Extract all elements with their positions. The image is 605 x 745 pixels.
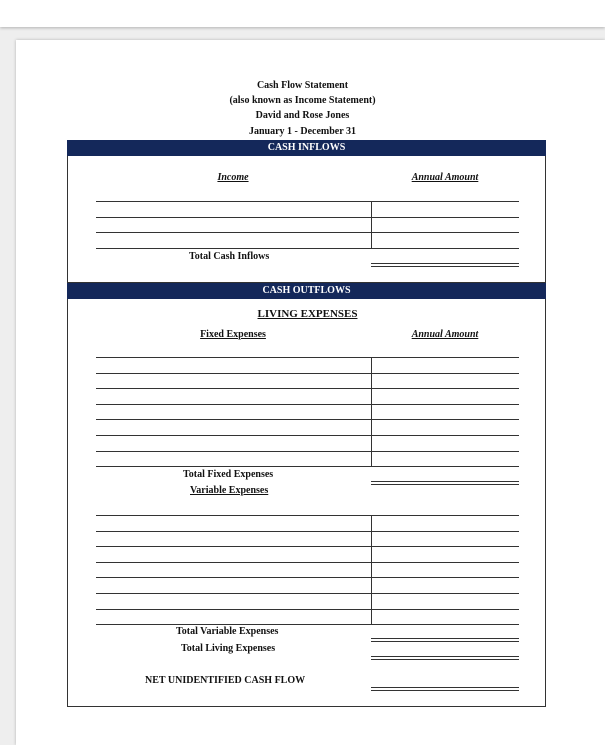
total-fixed-expenses-label: Total Fixed Expenses <box>183 469 274 480</box>
variable-expense-row-line <box>96 546 519 547</box>
variable-expense-row-line <box>96 562 519 563</box>
variable-expense-row-line <box>96 593 519 594</box>
total-variable-expenses-amount <box>371 638 519 642</box>
fixed-expense-row-line <box>96 373 519 374</box>
fixed-expense-row-column-divider <box>371 357 372 466</box>
total-fixed-expenses-amount <box>371 481 519 485</box>
variable-expense-row-line <box>96 515 519 516</box>
fixed-expenses-heading: Fixed Expenses <box>200 329 266 340</box>
fixed-expense-row-line <box>96 388 519 389</box>
variable-expense-row-line <box>96 531 519 532</box>
net-cash-flow-amount <box>371 687 519 691</box>
statement-subtitle: (also known as Income Statement) <box>229 95 376 106</box>
income-row-column-divider <box>371 201 372 248</box>
variable-expense-row-line <box>96 577 519 578</box>
net-cash-flow-label: NET UNIDENTIFIED CASH FLOW <box>145 675 306 686</box>
inflows-annual-amount-header: Annual Amount <box>411 172 479 183</box>
fixed-expense-row-line <box>96 466 519 467</box>
total-variable-expenses-label: Total Variable Expenses <box>176 626 279 637</box>
statement-names: David and Rose Jones <box>255 110 350 121</box>
fixed-expense-row-line <box>96 404 519 405</box>
living-expenses-heading: LIVING EXPENSES <box>257 308 358 320</box>
fixed-expense-row-line <box>96 451 519 452</box>
cash-outflows-box <box>67 283 546 707</box>
total-cash-inflows-label: Total Cash Inflows <box>189 251 270 262</box>
cash-outflows-band: CASH OUTFLOWS <box>67 283 546 299</box>
total-cash-inflows-amount <box>371 263 519 267</box>
total-living-expenses-amount <box>371 656 519 660</box>
income-row-line <box>96 201 519 202</box>
variable-expense-row-column-divider <box>371 515 372 624</box>
income-column-header: Income <box>217 172 249 183</box>
fixed-expense-row-line <box>96 419 519 420</box>
statement-title: Cash Flow Statement <box>256 80 349 91</box>
previous-page <box>0 0 605 27</box>
fixed-expense-row-line <box>96 357 519 358</box>
total-living-expenses-label: Total Living Expenses <box>181 643 276 654</box>
income-row-line <box>96 232 519 233</box>
cash-inflows-band: CASH INFLOWS <box>67 140 546 156</box>
income-row-line <box>96 217 519 218</box>
variable-expense-row-line <box>96 624 519 625</box>
statement-period: January 1 - December 31 <box>248 126 357 137</box>
variable-expenses-heading: Variable Expenses <box>190 485 269 496</box>
outflows-annual-amount-header: Annual Amount <box>411 329 479 340</box>
fixed-expense-row-line <box>96 435 519 436</box>
cash-inflows-box <box>67 140 546 283</box>
variable-expense-row-line <box>96 609 519 610</box>
income-row-line <box>96 248 519 249</box>
